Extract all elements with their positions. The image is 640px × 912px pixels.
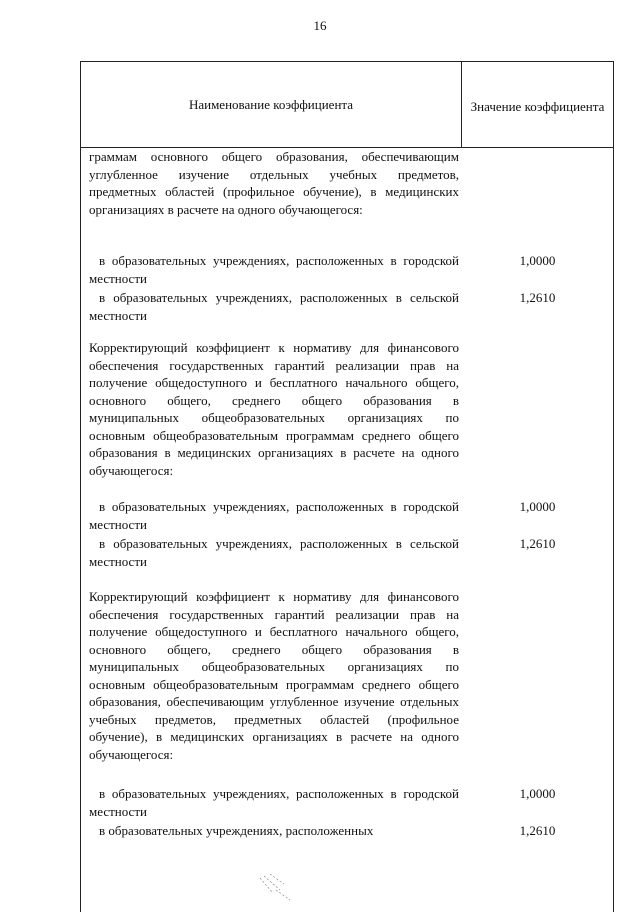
page-number: 16	[313, 18, 327, 33]
row-value: 1,0000	[519, 253, 556, 268]
row-label: в образовательных учреждениях, расположенных в городской местности	[89, 253, 459, 286]
row-value: 1,0000	[519, 786, 556, 801]
header-value-cell: Значение коэффициента	[470, 99, 605, 114]
row-label: в образовательных учреждениях, расположенных в городской местности	[89, 499, 459, 532]
coefficient-table	[80, 61, 614, 912]
table-header	[81, 62, 613, 148]
header-name-cell: Наименование коэффициента	[188, 96, 354, 112]
row-value: 1,2610	[519, 823, 556, 838]
row-value: 1,2610	[519, 536, 556, 551]
row-value: 1,0000	[519, 499, 556, 514]
row-label: в образовательных учреждениях, расположенных в сельской местности	[89, 290, 459, 323]
pen-mark-icon	[250, 870, 310, 905]
row-label: в образовательных учреждениях, расположенных	[99, 823, 374, 838]
row-label: в образовательных учреждениях, расположенных в сельской местности	[89, 536, 459, 569]
section2-text: Корректирующий коэффициент к нормативу для финансового обеспечения государственных гарантий реализации прав на получение общедоступного и бесплатного начального общего, основного общего, среднего общего образования в муниципальных общеобразовательных организациях по основным общеобразовательным программам среднего общего образования в медицинских организациях в расчете на одного обучающегося:	[89, 340, 459, 478]
section3-text: Корректирующий коэффициент к нормативу для финансового обеспечения государственных гарантий реализации прав на получение общедоступного и бесплатного начального общего, основного общего, среднего общего образования в муниципальных общеобразовательных организациях по основным общеобразовательным программам среднего общего образования, обеспечивающим углубленное изучение отдельных учебных предметов, предметных областей (профильное обучение), в медицинских организациях в расчете на одного обучающегося:	[89, 589, 459, 762]
row-label: в образовательных учреждениях, расположенных в городской местности	[89, 786, 459, 819]
row-value: 1,2610	[519, 290, 556, 305]
intro-continuation-text: граммам основного общего образования, обеспечивающим углубленное изучение отдельных учебных предметов, предметных областей (профильное обучение), в медицинских организациях в расчете на одного обучающегося:	[89, 149, 459, 217]
